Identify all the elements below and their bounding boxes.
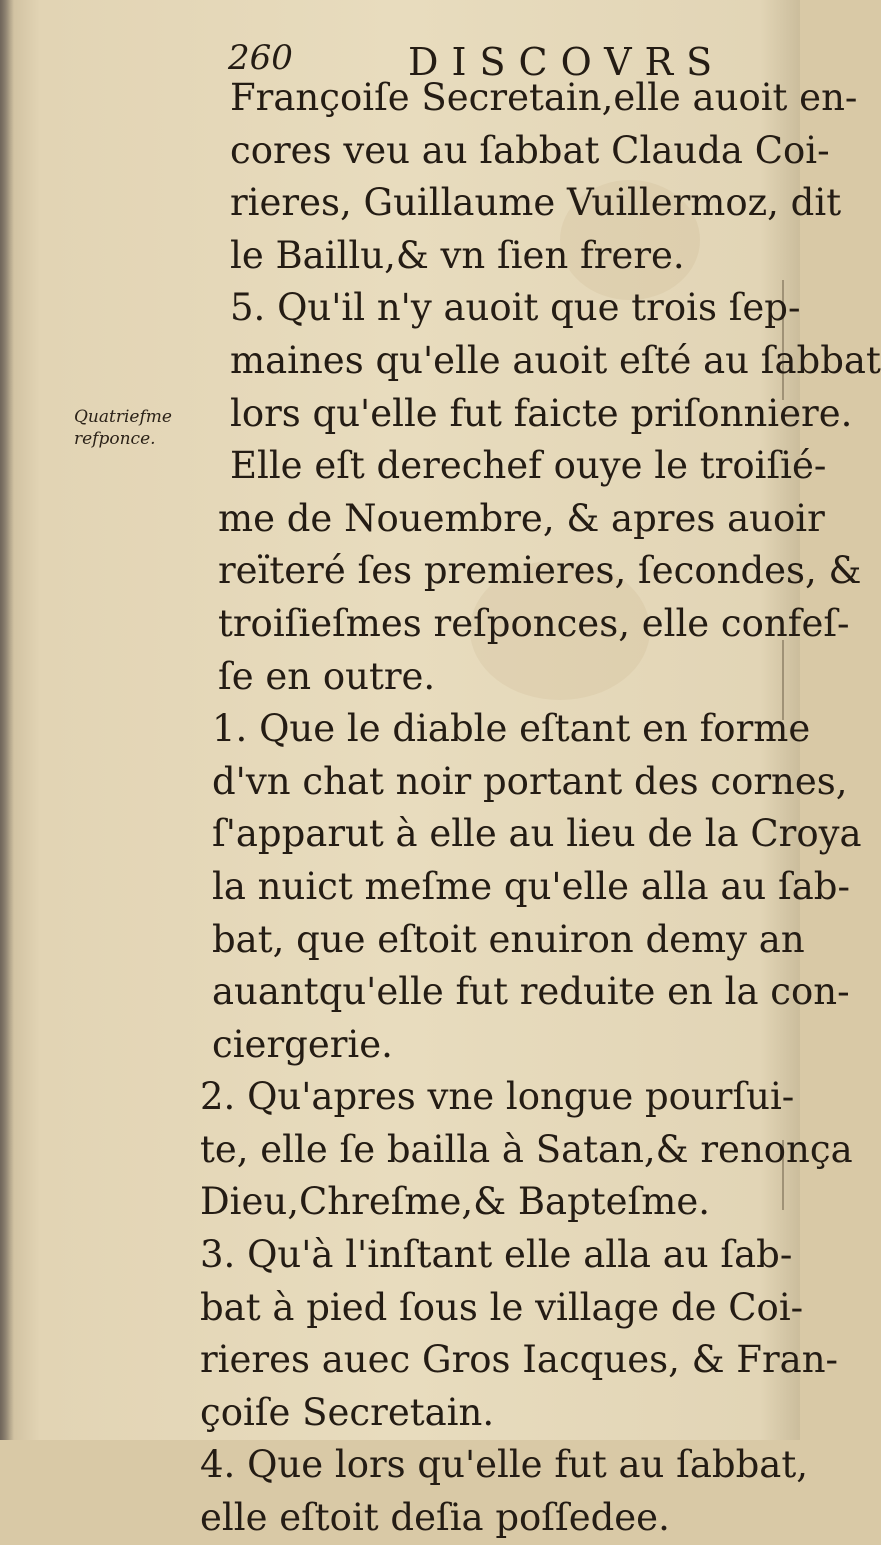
text-line: me de Nouembre, & apres auoir	[218, 496, 825, 540]
page-number: 260	[228, 38, 293, 78]
text-line: reïteré ſes premieres, ſecondes, &	[218, 549, 862, 593]
text-line: lors qu'elle fut faicte priſonniere.	[230, 391, 853, 435]
text-line: le Baillu,& vn ſien frere.	[230, 233, 685, 277]
text-line: maines qu'elle auoit eſté au ſabbat	[230, 338, 881, 382]
text-line: d'vn chat noir portant des cornes,	[212, 759, 848, 803]
text-line: bat à pied ſous le village de Coi-	[200, 1285, 804, 1329]
text-line: te, elle ſe bailla à Satan,& renonça	[200, 1127, 853, 1171]
margin-note	[74, 406, 194, 450]
text-line: ſ'apparut à elle au lieu de la Croya	[212, 812, 862, 856]
text-line: 5. Qu'il n'y auoit que trois ſep-	[230, 286, 801, 330]
text-line: troiſieſmes reſponces, elle confeſ-	[218, 601, 850, 645]
text-line: bat, que eſtoit enuiron demy an	[212, 917, 805, 961]
text-line: la nuict meſme qu'elle alla au ſab-	[212, 864, 850, 908]
body-text	[200, 72, 881, 1545]
binding-gutter	[0, 0, 14, 1440]
text-line: 2. Qu'apres vne longue pourſui-	[200, 1075, 795, 1119]
text-line: çoiſe Secretain.	[200, 1390, 495, 1434]
text-line: Elle eſt derechef ouye le troiſié-	[230, 444, 827, 488]
text-line: Dieu,Chreſme,& Bapteſme.	[200, 1180, 710, 1224]
margin-note-line: refponce.	[74, 429, 156, 449]
margin-note-line: Quatriefme	[74, 407, 172, 427]
text-line: 4. Que lors qu'elle fut au ſabbat,	[200, 1443, 808, 1487]
text-line: ciergerie.	[212, 1022, 393, 1066]
text-line: auantqu'elle fut reduite en la con-	[212, 970, 850, 1014]
text-line: rieres, Guillaume Vuillermoz, dit	[230, 181, 842, 225]
text-line: cores veu au ſabbat Clauda Coi-	[230, 128, 830, 172]
text-line: 3. Qu'à l'inſtant elle alla au ſab-	[200, 1233, 793, 1277]
text-line: 1. Que le diable eſtant en forme	[212, 707, 811, 751]
text-line: ſe en outre.	[218, 654, 436, 698]
text-line: elle eſtoit deſia poſſedee.	[200, 1496, 670, 1540]
text-line: Françoiſe Secretain,elle auoit en-	[230, 76, 858, 119]
text-line: rieres auec Gros Iacques, & Fran-	[200, 1338, 839, 1382]
running-head: DISCOVRS	[408, 40, 726, 84]
